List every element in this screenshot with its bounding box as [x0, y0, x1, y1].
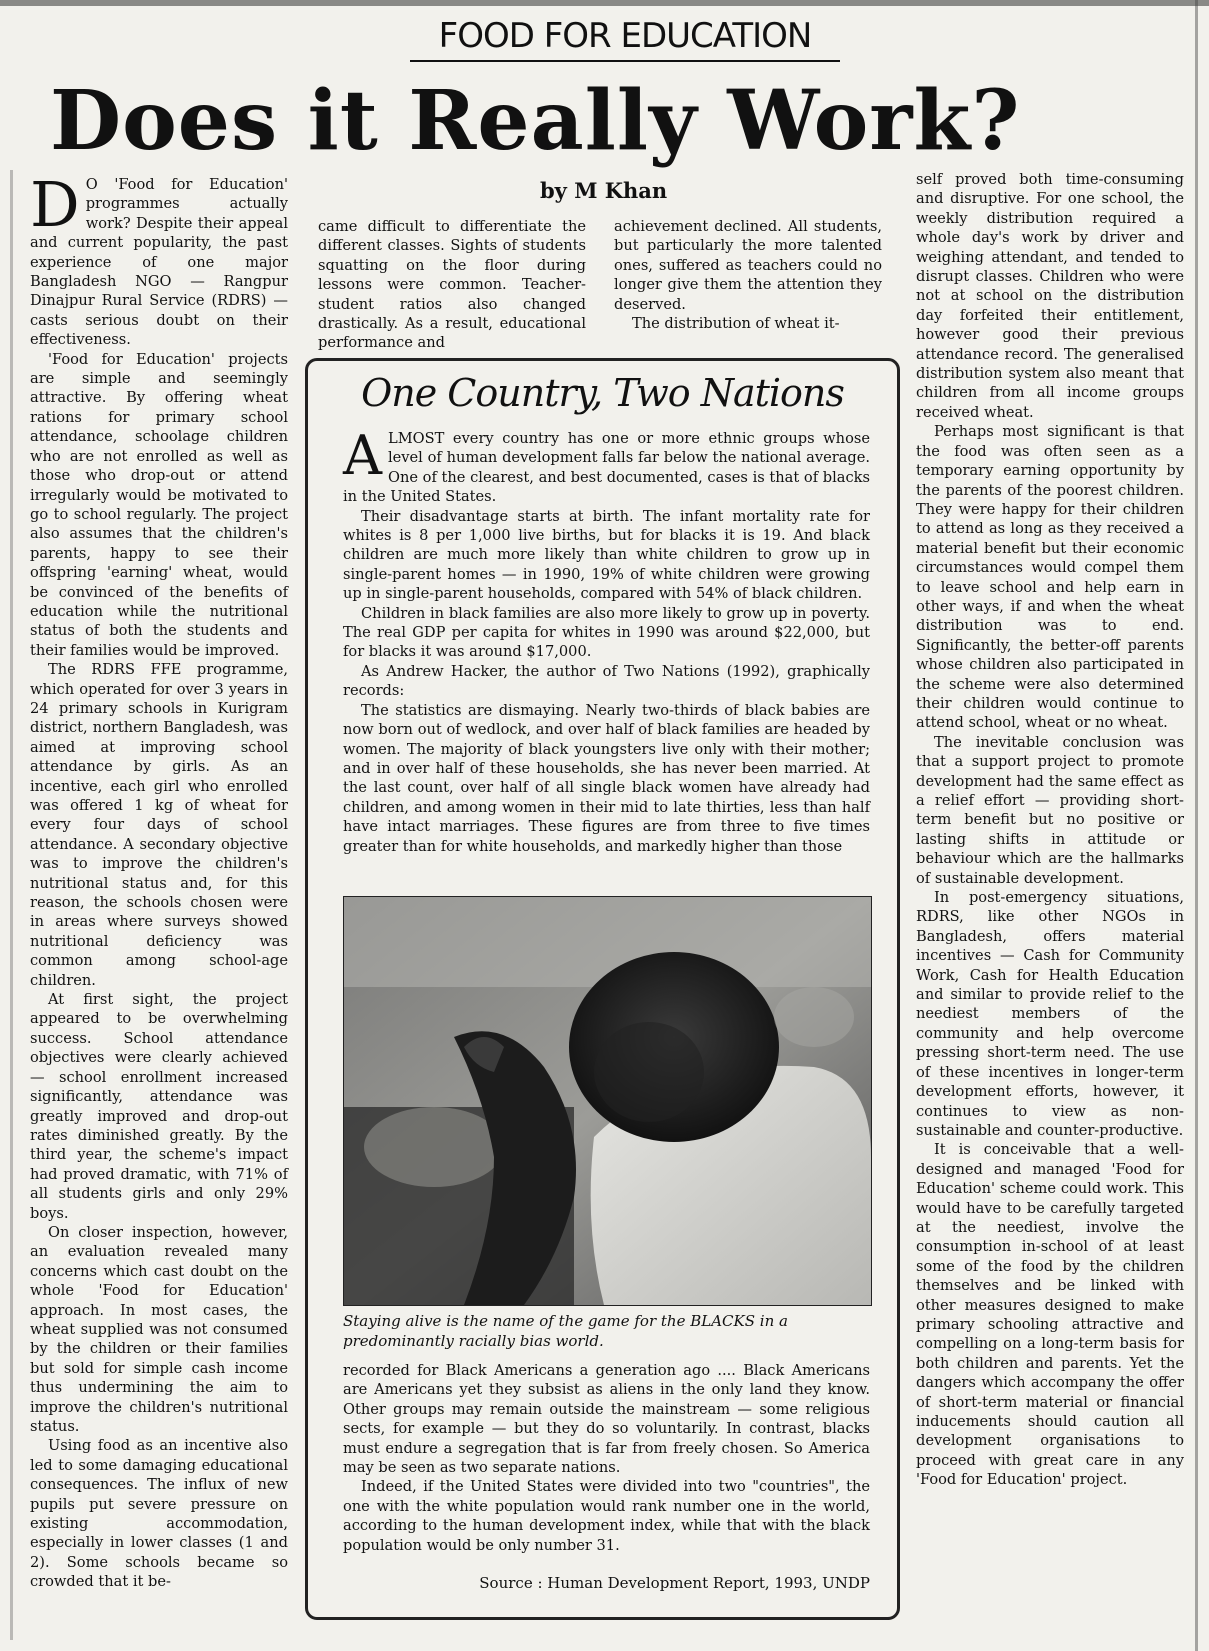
paragraph: achievement declined. All students, but particularly the more talented ones, suffered as teachers could no longer give them the attention they deserved.: [614, 218, 882, 313]
paragraph: 'Food for Education' projects are simple and seemingly attractive. By offering wheat rations for primary school attendance, schoolage children who are not enrolled as well as those who drop-out or attend irregularly would be motivated to go to school regularly. The project also assumes that the children's parents, happy to see their offspring 'earning' wheat, would be convinced of the benefits of education while the nutritional status of both the students and their families would be improved.: [30, 350, 288, 659]
right-edge-rule: [1195, 0, 1198, 1651]
paragraph: Indeed, if the United States were divided into two "countries", the one with the white population would rank number one in the world, according to the human development index, while that with the black population would be only number 31.: [343, 1478, 870, 1554]
photo-illustration: [344, 897, 871, 1305]
top-edge-strip: [0, 0, 1209, 6]
drop-cap: A: [343, 424, 382, 487]
paragraph: Using food as an incentive also led to some damaging educational consequences. The influx of new pupils put severe pressure on existing accommodation, especially in lower classes (1 and 2). Some schools became so crowded that it be-: [30, 1437, 288, 1591]
paragraph: On closer inspection, however, an evaluation revealed many concerns which cast doubt on the whole 'Food for Education' approach. In most cases, the wheat supplied was not consumed by the children or their families but sold for simple cash income thus undermining the aim to improve the children's nutritional status.: [30, 1223, 288, 1435]
drop-cap: D: [30, 168, 80, 241]
paragraph: Children in black families are also more likely to grow up in poverty. The real GDP per capita for whites in 1990 was around $22,000, but for blacks it was around $17,000.: [343, 604, 870, 661]
column-2: [318, 217, 586, 353]
byline: by M Khan: [540, 178, 668, 203]
left-edge-rule: [10, 170, 13, 1640]
source-credit: Source : Human Development Report, 1993, UNDP: [479, 1574, 870, 1592]
paragraph: As Andrew Hacker, the author of Two Nations (1992), graphically records:: [343, 662, 870, 700]
paragraph: In post-emergency situations, RDRS, like other NGOs in Bangladesh, offers material incentives — Cash for Community Work, Cash for Health Education and similar to provide relief to the neediest members of the community and help overcome pressing short-term need. The use of these incentives in longer-term development efforts, however, it continues to view as non-sustainable and counter-productive.: [916, 889, 1184, 1139]
column-4: [916, 170, 1184, 1490]
paragraph: The inevitable conclusion was that a support project to promote development had the same effect as a relief effort — providing short-term benefit but no positive or lasting shifts in attitude or behaviour which are the hallmarks of sustainable development.: [916, 733, 1184, 887]
column-1: [30, 168, 288, 1592]
sidebar-box: [305, 358, 900, 1620]
paragraph: D O 'Food for Education' programmes actually work? Despite their appeal and current popularity, the past experience of one major Bangladesh NGO — Rangpur Dinajpur Rural Service (RDRS) — casts serious doubt on their effectiveness.: [30, 168, 288, 349]
paragraph: recorded for Black Americans a generation ago .... Black Americans are Americans yet they subsist as aliens in the only land they know. Other groups may remain outside the mainstream — some religious sects, for example — but they do so voluntarily. In contrast, blacks must endure a segregation that is far from freely chosen. So America may be seen as two separate nations.: [343, 1362, 870, 1477]
section-kicker: FOOD FOR EDUCATION: [410, 16, 840, 62]
paragraph: self proved both time-consuming and disruptive. For one school, the weekly distribution required a whole day's work by driver and weighing attendant, and tended to disrupt classes. Children who were not at school on the distribution day forfeited their entitlement, however good their previous attendance record. The generalised distribution system also meant that children from all income groups received wheat.: [916, 171, 1184, 421]
sidebar-text-continued: [343, 1361, 870, 1555]
sidebar-text: [343, 424, 870, 856]
sidebar-title: One Country, Two Nations: [361, 371, 844, 415]
paragraph: The distribution of wheat it-: [632, 315, 840, 333]
paragraph: Their disadvantage starts at birth. The infant mortality rate for whites is 8 per 1,000 live births, but for blacks it is 19. And black children are much more likely than white children to grow up in single-parent homes — in 1990, 19% of white children were growing up in single-parent households, compared with 54% of black children.: [343, 507, 870, 603]
paragraph: The RDRS FFE programme, which operated for over 3 years in 24 primary schools in Kurigram district, northern Bangladesh, was aimed at improving school attendance by girls. As an incentive, each girl who enrolled was offered 1 kg of wheat for every four days of school attendance. A secondary objective was to improve the children's nutritional status and, for this reason, the schools chosen were in areas where surveys showed nutritional deficiency was common among school-age children.: [30, 661, 288, 989]
photo-caption: Staying alive is the name of the game for the BLACKS in a predominantly racially bias world.: [343, 1312, 788, 1350]
paragraph: The statistics are dismaying. Nearly two-thirds of black babies are now born out of wedlock, and over half of black families are headed by women. The majority of black youngsters live only with their mother; and in over half of these households, she has never been married. At the last count, over half of all single black women have already had children, and among women in their mid to late thirties, less than half have intact marriages. These figures are from three to five times greater than for white households, and markedly higher than those: [343, 701, 870, 855]
photo-child: [343, 896, 872, 1306]
article-headline: Does it Really Work?: [50, 73, 1021, 169]
paragraph: Perhaps most significant is that the food was often seen as a temporary earning opportunity by the parents of the poorest children. They were happy for their children to attend as long as they received a material benefit but their economic circumstances would compel them to leave school and help earn in other ways, if and when the wheat distribution was to end. Significantly, the better-off parents whose children also participated in the scheme were also determined their children would continue to attend school, wheat or no wheat.: [916, 423, 1184, 732]
paragraph: It is conceivable that a well-designed and managed 'Food for Education' scheme could work. This would have to be carefully targeted at the neediest, involve the consumption in-school of at least some of the food by the children themselves and be linked with other measures designed to make primary schooling attractive and compelling on a long-term basis for both children and parents. Yet the dangers which accompany the offer of short-term material or financial inducements should caution all development organisations to proceed with great care in any 'Food for Education' project.: [916, 1141, 1184, 1489]
paragraph: At first sight, the project appeared to be overwhelming success. School attendance objectives were clearly achieved — school enrollment increased significantly, attendance was greatly improved and drop-out rates diminished greatly. By the third year, the scheme's impact had proved dramatic, with 71% of all students girls and only 29% boys.: [30, 991, 288, 1222]
paragraph: came difficult to differentiate the different classes. Sights of students squatting on the floor during lessons were common. Teacher-student ratios also changed drastically. As a result, educational performance and: [318, 218, 586, 352]
column-3: [614, 217, 882, 333]
paragraph: ALMOST every country has one or more ethnic groups whose level of human development falls far below the national average. One of the clearest, and best documented, cases is that of blacks in the United States.: [343, 424, 870, 506]
